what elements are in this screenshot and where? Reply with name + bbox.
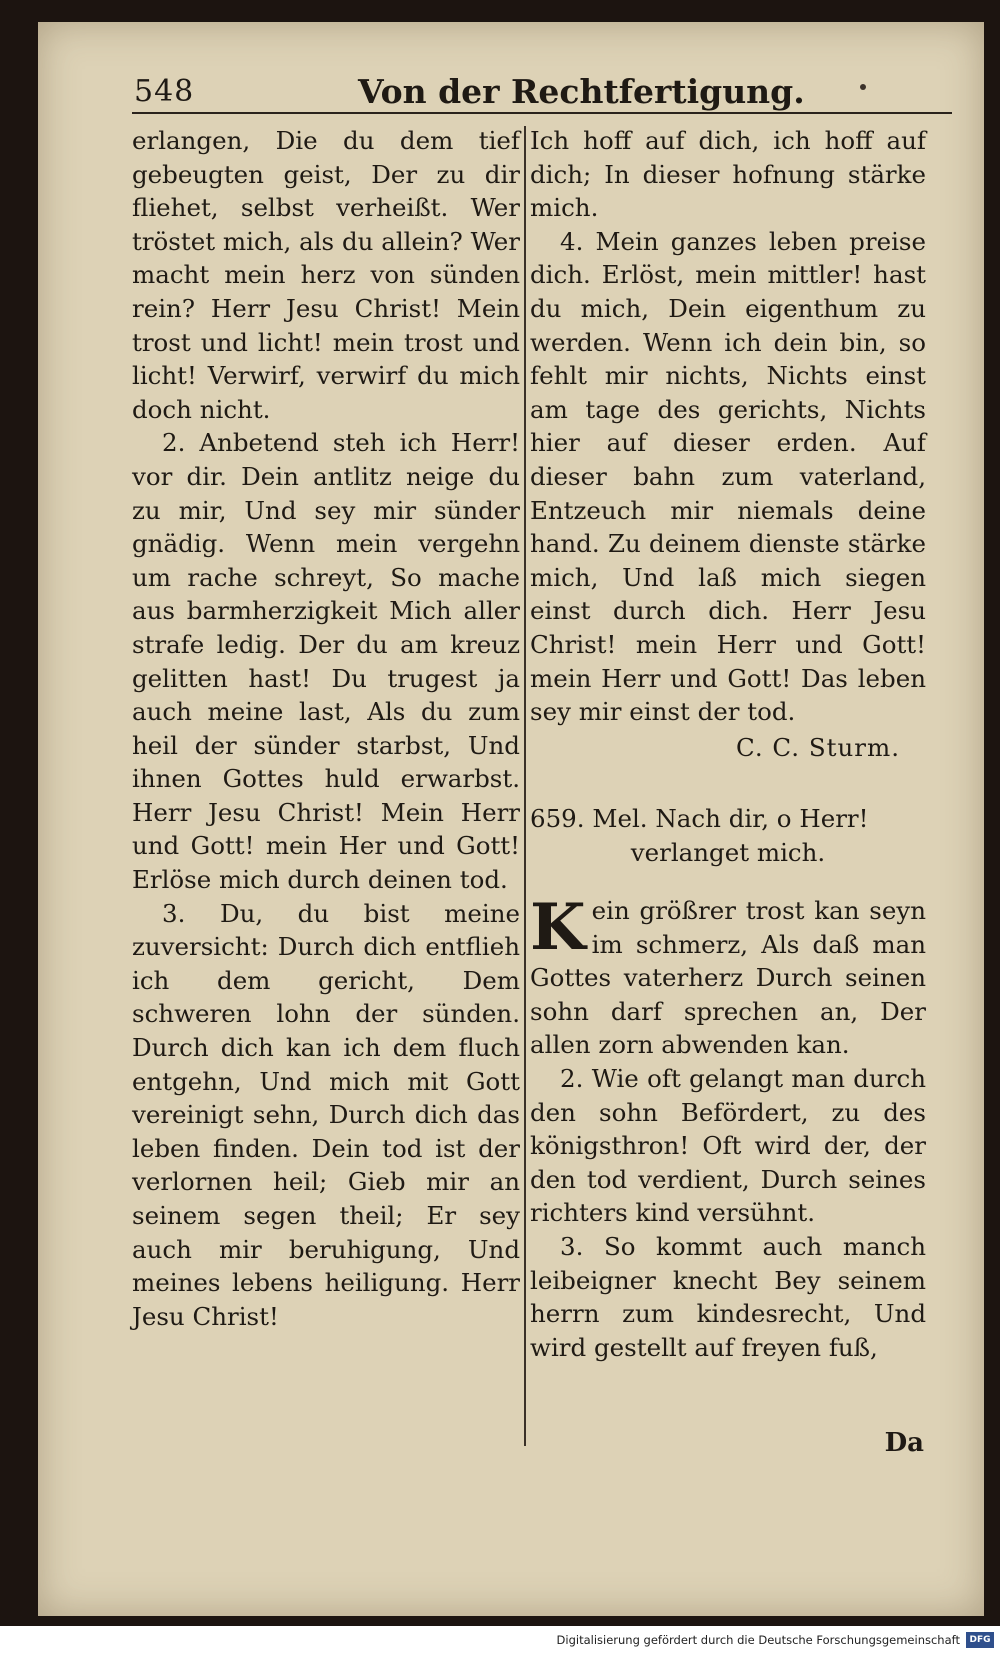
- drop-cap: K: [530, 889, 586, 965]
- stanza-text: Wie oft gelangt man durch den sohn Befördert, zu des königsthron! Oft wird der, der den tod verdient, Durch seines richters kind versühnt.: [530, 1063, 926, 1228]
- hymn-stanza-2: [530, 1062, 926, 1230]
- stanza-4: [530, 225, 926, 729]
- stanza-continuation: [132, 124, 520, 426]
- digitization-footer: [0, 1626, 1000, 1656]
- column-divider: [524, 126, 526, 1446]
- hymn-number: 659.: [530, 804, 585, 834]
- page-number: 548: [134, 74, 195, 109]
- stanza-text: Du, du bist meine zuversicht: Durch dich entflieh ich dem gericht, Dem schweren lohn der sünden. Durch dich kan ich dem fluch entgehn, Und mich mit Gott vereinigt sehn, Durch dich das leben finden. Dein tod ist der verlornen heil; Gieb mir an seinem segen theil; Er sey auch mir beruhigung, Und meines lebens heiligung. Herr Jesu Christ!: [132, 898, 520, 1331]
- stanza-text: So kommt auch manch leibeigner knecht Bey seinem herrn zum kindesrecht, Und wird gestellt auf freyen fuß,: [530, 1231, 926, 1362]
- stanza-text: Mein ganzes leben preise dich. Erlöst, mein mittler! hast du mich, Dein eigenthum zu werden. Wenn ich dein bin, so fehlt mir nichts, Nichts einst am tage des gerichts, Nichts hier auf dieser erden. Auf dieser bahn zum vaterland, Entzeuch mir niemals deine hand. Zu deinem dienste stärke mich, Und laß mich siegen einst durch dich. Herr Jesu Christ! mein Herr und Gott! mein Herr und Gott! Das leben sey mir einst der tod.: [530, 226, 926, 727]
- dfg-logo: DFG: [966, 1632, 994, 1648]
- stanza-continuation: [530, 124, 926, 225]
- stanza-number: 2.: [162, 428, 186, 458]
- stanza-text: Ich hoff auf dich, ich hoff auf dich; In dieser hofnung stärke mich.: [530, 126, 926, 223]
- stanza-number: 2.: [560, 1063, 584, 1093]
- page-header: [38, 74, 984, 124]
- right-column: [530, 124, 926, 1364]
- stanza-text: erlangen, Die du dem tief gebeugten geist, Der zu dir fliehet, selbst verheißt. Wer tröstet mich, als du allein? Wer macht mein herz von sünden rein? Herr Jesu Christ! Mein trost und licht! mein trost und licht! Verwirf, verwirf du mich doch nicht.: [132, 126, 520, 424]
- stanza-text: ein größrer trost kan seyn im schmerz, Als daß man Gottes vaterherz Durch seinen sohn darf sprechen an, Der allen zorn abwenden kan.: [530, 895, 926, 1060]
- stanza-number: 3.: [560, 1231, 584, 1261]
- stanza-text: Anbetend steh ich Herr! vor dir. Dein antlitz neige du zu mir, Und sey mir sünder gnädig. Wenn mein vergehn um rache schreyt, So mache aus barmherzigkeit Mich aller strafe ledig. Der du am kreuz gelitten hast! Du trugest ja auch meine last, Als du zum heil der sünder starbst, Und ihnen Gottes huld erwarbst. Herr Jesu Christ! Mein Herr und Gott! mein Her und Gott! Erlöse mich durch deinen tod.: [132, 428, 520, 895]
- stanza-number: 4.: [560, 226, 584, 256]
- funding-credit: Digitalisierung gefördert durch die Deutsche Forschungsgemeinschaft: [556, 1633, 960, 1647]
- stanza-3: [132, 897, 520, 1334]
- melody-line: Mel. Nach dir, o Herr!: [592, 804, 869, 834]
- hymn-stanza-1: [530, 889, 926, 1062]
- hymn-heading: [530, 802, 926, 869]
- book-page: [38, 22, 984, 1616]
- left-column: [132, 124, 520, 1333]
- melody-line: verlanget mich.: [630, 837, 826, 867]
- author-signature: C. C. Sturm.: [735, 732, 900, 762]
- header-rule: [132, 112, 952, 114]
- hymn-stanza-3: [530, 1230, 926, 1364]
- stanza-number: 3.: [162, 898, 186, 928]
- running-head: Von der Rechtfertigung.: [358, 72, 805, 111]
- stanza-2: [132, 426, 520, 896]
- ink-dot: [860, 84, 866, 90]
- catchword: Da: [884, 1428, 924, 1458]
